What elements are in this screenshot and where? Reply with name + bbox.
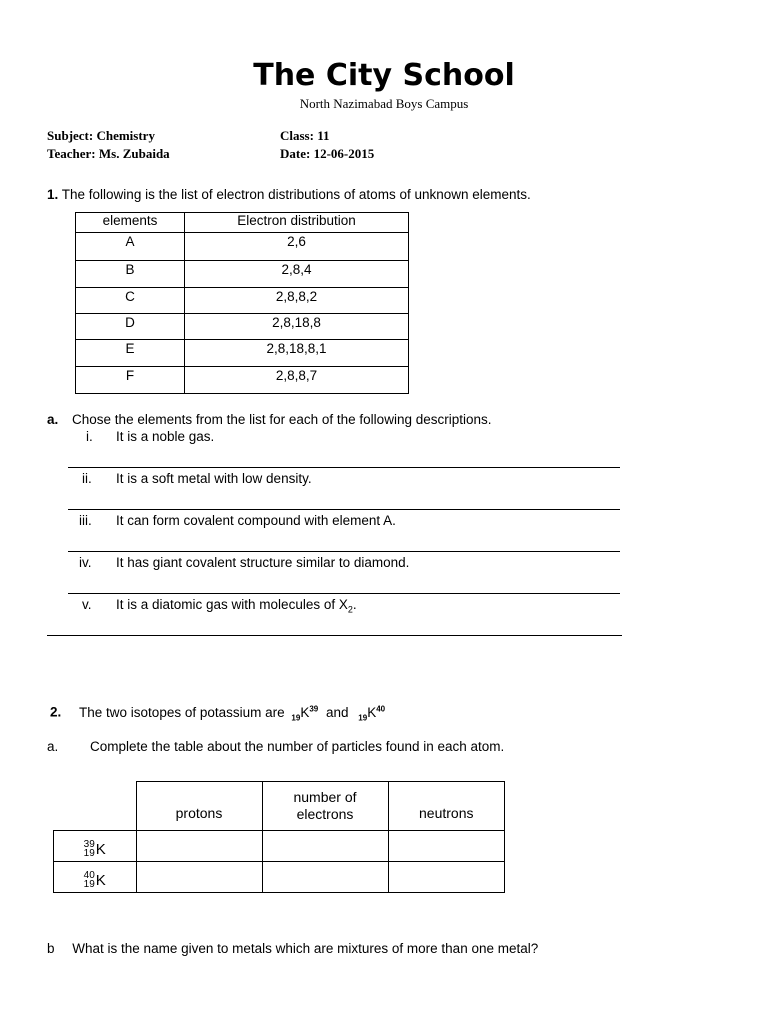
- cell-protons-k39[interactable]: [136, 831, 262, 862]
- item-iii: [79, 513, 396, 528]
- question-1a: [47, 412, 492, 427]
- header-electrons: number of electrons: [262, 782, 388, 831]
- campus-subtitle: North Nazimabad Boys Campus: [299, 96, 469, 111]
- item-v-subscript: 2: [347, 604, 353, 615]
- row-label-k39: 39 19 K: [54, 831, 137, 862]
- question-2: [50, 704, 385, 722]
- answer-line-v[interactable]: [47, 635, 622, 636]
- table-corner: [54, 782, 137, 831]
- header-group: number of: [293, 789, 357, 805]
- cell-neutrons-k39[interactable]: [388, 831, 505, 862]
- class-label: Class: 11: [280, 128, 330, 143]
- date-label: Date: 12-06-2015: [280, 146, 375, 161]
- table-cell-distribution: 2,8,8,2: [185, 288, 409, 314]
- cell-neutrons-k40[interactable]: [388, 862, 505, 893]
- table-cell-element: A: [76, 233, 185, 261]
- item-iii-text: It can form covalent compound with element A.: [116, 513, 396, 528]
- teacher-label: Teacher: Ms. Zubaida: [47, 146, 170, 161]
- subject-label: Subject: Chemistry: [47, 128, 155, 143]
- header-neutrons: neutrons: [388, 782, 505, 831]
- table-header-distribution: Electron distribution: [185, 213, 409, 233]
- question-2b-text: What is the name given to metals which are mixtures of more than one metal?: [72, 941, 539, 956]
- question-1-number: 1.: [47, 187, 59, 202]
- question-1: [47, 187, 531, 202]
- item-i-text: It is a noble gas.: [116, 429, 215, 444]
- answer-line-i[interactable]: [68, 467, 620, 468]
- item-ii-text: It is a soft metal with low density.: [116, 471, 312, 486]
- cell-electrons-k40[interactable]: [262, 862, 388, 893]
- school-title: The City School: [253, 58, 515, 93]
- table-cell-distribution: 2,6: [185, 233, 409, 261]
- table-cell-distribution: 2,8,4: [185, 261, 409, 288]
- item-iv-text: It has giant covalent structure similar to diamond.: [116, 555, 410, 570]
- question-2-number: 2.: [50, 704, 62, 720]
- table-cell-distribution: 2,8,18,8: [185, 314, 409, 340]
- question-2a-text: Complete the table about the number of particles found in each atom.: [90, 739, 505, 754]
- cell-protons-k40[interactable]: [136, 862, 262, 893]
- item-v-number: v.: [82, 597, 92, 612]
- question-2b-label: b: [47, 941, 55, 956]
- item-iv: [79, 555, 409, 570]
- table-cell-element: C: [76, 288, 185, 314]
- table-header-elements: elements: [76, 213, 185, 233]
- table-cell-element: F: [76, 367, 185, 394]
- isotope-2: $_{19}K^{40}$: [358, 704, 386, 723]
- isotope-1: $_{19}K^{39}$: [291, 704, 319, 723]
- item-v: [82, 597, 357, 615]
- answer-line-iii[interactable]: [68, 551, 620, 552]
- electron-distribution-table: [75, 212, 409, 394]
- item-ii: [82, 471, 312, 486]
- item-iv-number: iv.: [79, 555, 92, 570]
- question-1a-text: Chose the elements from the list for each of the following descriptions.: [72, 412, 492, 427]
- answer-line-iv[interactable]: [68, 593, 620, 594]
- table-cell-element: D: [76, 314, 185, 340]
- item-iii-number: iii.: [79, 513, 92, 528]
- row-label-k40: 40 19 K: [54, 862, 137, 893]
- item-i-number: i.: [86, 429, 93, 444]
- header-protons: protons: [136, 782, 262, 831]
- question-2a-label: a.: [47, 739, 59, 754]
- item-ii-number: ii.: [82, 471, 92, 486]
- item-v-text: It is a diatomic gas with molecules of X: [116, 597, 348, 612]
- item-v-end: .: [352, 597, 357, 612]
- table-cell-distribution: 2,8,8,7: [185, 367, 409, 394]
- table-cell-element: B: [76, 261, 185, 288]
- particle-table: [53, 781, 505, 893]
- cell-electrons-k39[interactable]: [262, 831, 388, 862]
- question-1-text: The following is the list of electron distributions of atoms of unknown elements.: [61, 187, 531, 202]
- table-cell-element: E: [76, 340, 185, 367]
- answer-line-ii[interactable]: [68, 509, 620, 510]
- table-cell-distribution: 2,8,18,8,1: [185, 340, 409, 367]
- question-1a-label: a.: [47, 412, 59, 427]
- item-i: [86, 429, 214, 444]
- question-2b: [47, 941, 538, 956]
- question-2-text: The two isotopes of potassium are: [79, 704, 285, 720]
- question-2a: [47, 739, 504, 754]
- question-2-and: and: [326, 704, 349, 720]
